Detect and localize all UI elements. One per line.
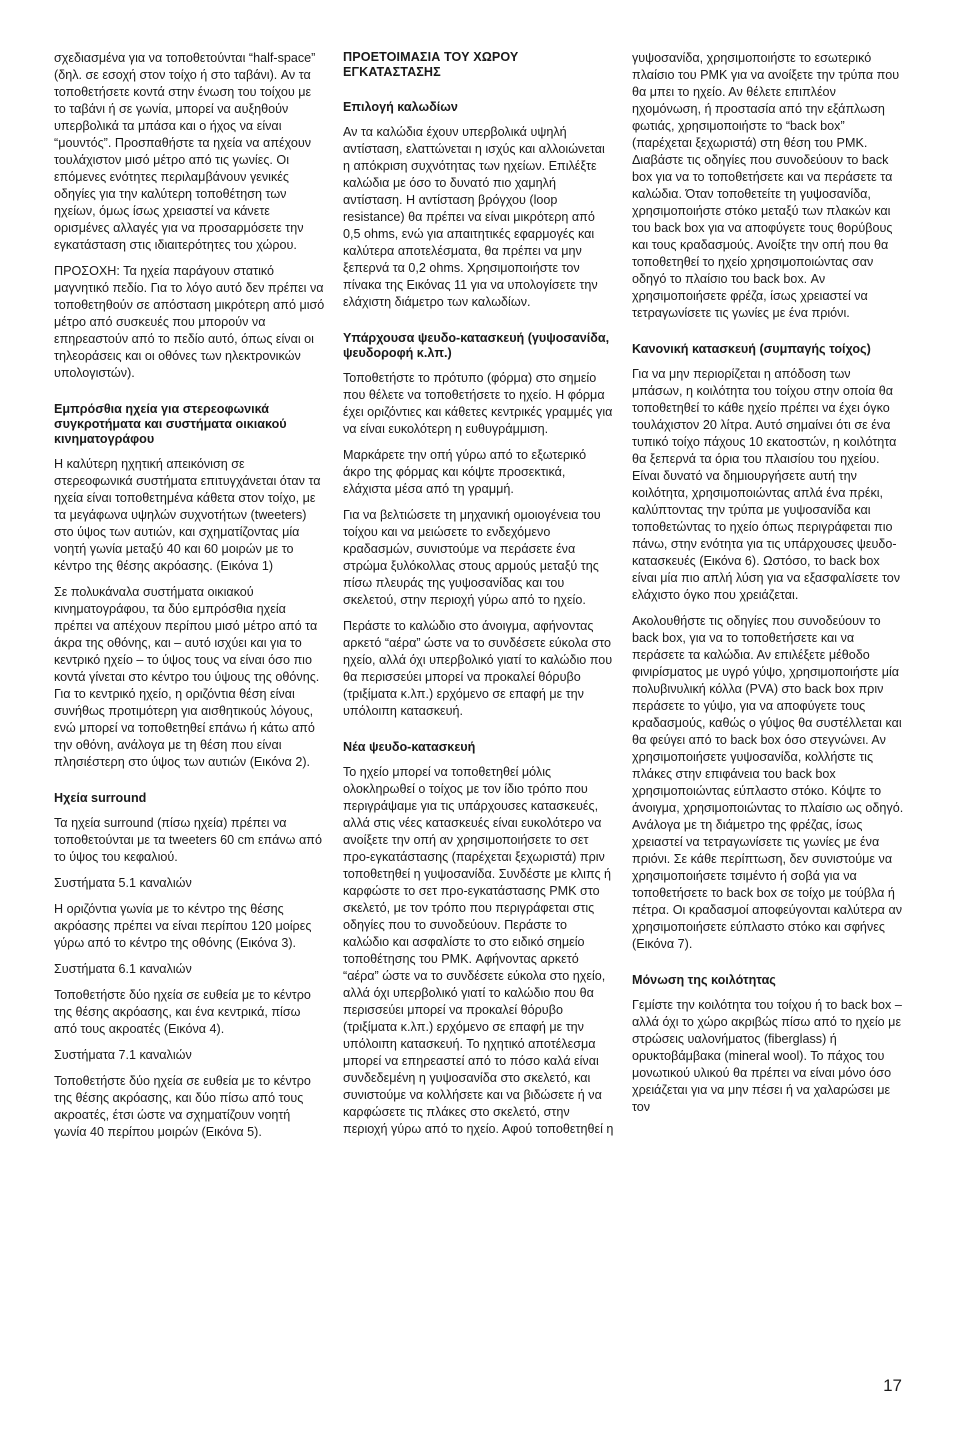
paragraph: Συστήματα 5.1 καναλιών: [54, 876, 192, 890]
paragraph: Γεμίστε την κοιλότητα του τοίχου ή το back box – αλλά όχι το χώρο ακριβώς πίσω από το ηχείο με στρώσεις υαλονήματος (fiberglass) ή ορυκτοβάμβακα (mineral wool). Το πάχος του μονωτικού υλικού θα πρέπει να είναι μόνο όσο χρειάζεται για να μην πέσει ή να χαλαρώσει με τον: [632, 998, 902, 1114]
paragraph: Μαρκάρετε την οπή γύρω από το εξωτερικό άκρο της φόρμας και κόψτε προσεκτικά, ελάχιστα μέσα από τη γραμμή.: [343, 448, 587, 496]
page-number: 17: [883, 1376, 902, 1395]
paragraph: Η καλύτερη ηχητική απεικόνιση σε στερεοφωνικά συστήματα επιτυγχάνεται όταν τα ηχεία είναι τοποθετημένα κάθετα στον τοίχο, με τα μεγάφωνα υψηλών συχνοτήτων (tweeters) στο ύψος των αυτιών, και σχηματίζοντας μία νοητή γωνία μεταξύ 40 και 60 μοιρών με το κέντρο της θέσης ακρόασης. (Εικόνα 1): [54, 457, 321, 573]
paragraph: Η οριζόντια γωνία με το κέντρο της θέσης ακρόασης πρέπει να είναι περίπου 120 μοίρες γύρω από το κέντρο της οθόνης (Εικόνα 3).: [54, 902, 312, 950]
paragraph: Τα ηχεία surround (πίσω ηχεία) πρέπει να τοποθετούνται με τα tweeters 60 cm επάνω από το ύψος του κεφαλιού.: [54, 816, 322, 864]
paragraph: Τοποθετήστε δύο ηχεία σε ευθεία με το κέντρο της θέσης ακρόασης, και ένα κεντρικά, πίσω από τους ακροατές (Εικόνα 4).: [54, 988, 311, 1036]
paragraph: γυψοσανίδα, χρησιμοποιήστε το εσωτερικό πλαίσιο του PMK για να ανοίξετε την τρύπα που θα μπει το ηχείο. Αν θέλετε επιπλέον ηχομόνωση, ή προστασία από την εξάπλωση φωτιάς, χρησιμοποιήστε το “back box” (παρέχεται ξεχωριστά) στη θέση του PMK. Διαβάστε τις οδηγίες που συνοδεύουν το back box για να το τοποθετήσετε και να περάσετε τα καλώδια. Όταν τοποθετείτε τη γυψοσανίδα, χρησιμοποιήστε στόκο μεταξύ των πλακών και του back box για να αποφύγετε τους θορύβους και τους κραδασμούς. Ανοίξτε την οπή που θα τοποθετηθεί το ηχείο χρησιμοποιώντας σαν οδηγό το πλαίσιο του back box. Αν χρησιμοποιήσετε φρέζα, ίσως χρειαστεί να τετραγωνίσετε τις γωνίες με ένα πριόνι.: [632, 51, 900, 320]
section-heading: Ηχεία surround: [54, 791, 147, 805]
paragraph: Σε πολυκάναλα συστήματα οικιακού κινηματογράφου, τα δύο εμπρόσθια ηχεία πρέπει να απέχουν περίπου μισό μέτρο από τα άκρα της οθόνης, και – αυτό ισχύει και για το κεντρικό ηχείο – το ύψος τους να είναι όσο πιο κοντά γίνεται στο κέντρο του ύψους της οθόνης. Για το κεντρικό ηχείο, η οριζόντια θέση είναι συνήθως προτιμότερη για αισθητικούς λόγους, ενώ μπορεί να τοποθετηθεί επάνω ή κάτω από την οθόνη, ανάλογα με τη θέση που είναι πλησιέστερη στο ύψος των αυτιών (Εικόνα 2).: [54, 585, 320, 769]
paragraph: Αν τα καλώδια έχουν υπερβολικά υψηλή αντίσταση, ελαττώνεται η ισχύς και αλλοιώνεται η απόκριση συχνότητας των ηχείων. Επιλέξτε καλώδια με όσο το δυνατό πιο χαμηλή αντίσταση. Η αντίσταση βρόγχου (loop resistance) θα πρέπει να είναι μικρότερη από 0,5 ohms, ενώ για απαιτητικές εφαρμογές και καλύτερα αποτελέσματα, θα πρέπει να μην ξεπερνά τα 0,2 ohms. Χρησιμοποιήστε τον πίνακα της Εικόνας 11 για να υπολογίσετε την ελάχιστη διάμετρο των καλωδίων.: [343, 125, 605, 309]
paragraph: Το ηχείο μπορεί να τοποθετηθεί μόλις ολοκληρωθεί ο τοίχος με τον ίδιο τρόπο που περιγράψαμε για τις υπάρχουσες κατασκευές, αλλά στις νέες κατασκευές είναι ευκολότερο να ανοίξετε την οπή αν χρησιμοποιήσετε το σετ προ-εγκατάστασης (παρέχεται ξεχωριστά) πριν τοποθετηθεί η γυψοσανίδα. Συνδέστε με κλιπς ή καρφώστε το σετ προ-εγκατάστασης PMK στο σκελετό, με τον τρόπο που περιγράφεται στις οδηγίες που το συνοδεύουν. Περάστε το καλώδιο και ασφαλίστε το στο ειδικό σημείο τοποθέτησης του PMK. Αφήνοντας αρκετό “αέρα” ώστε να το συνδέσετε εύκολα στο ηχείο, αλλά όχι υπερβολικό γιατί το καλώδιο που θα περισσεύει μπορεί να προκαλεί θόρυβο (τριξίματα κ.λπ.) ερχόμενο σε επαφή με την υπόλοιπη κατασκευή. Το ηχητικό αποτέλεσμα μπορεί να επηρεαστεί από το πόσο καλά είναι συνδεδεμένη η γυψοσανίδα στο σκελετό, και συνιστούμε να κολλήσετε και να βιδώσετε ή να καρφώσετε τις πλάκες στο σκελετό, στην περιοχή γύρω από το ηχείο. Αφού τοποθετηθεί η: [343, 765, 614, 1136]
paragraph: Για να μην περιορίζεται η απόδοση των μπάσων, η κοιλότητα του τοίχου στην οποία θα τοποθετηθεί το κάθε ηχείο πρέπει να έχει όγκο τουλάχιστον 20 λίτρα. Αυτό σημαίνει ότι σε ένα τυπικό τοίχο πάχους 10 εκατοστών, η κοιλότητα θα ξεπερνά τα όρια του πλαισίου του ηχείου. Είναι δυνατό να δημιουργήσετε αυτή την κοιλότητα, χρησιμοποιώντας απλά ένα πρέκι, καλύπτοντας την τρύπα με γυψοσανίδα και τοποθετώντας το ηχείο όπως περιγράφεται πιο πάνω, στην ενότητα για τις υπάρχουσες ψευδο-κατασκευές (Εικόνα 6). Ωστόσο, το back box είναι μία πιο απλή λύση για να εξασφαλίσετε τον ελάχιστο όγκο που χρειάζεται.: [632, 367, 901, 602]
paragraph: Τοποθετήστε το πρότυπο (φόρμα) στο σημείο που θέλετε να τοποθετήσετε το ηχείο. Η φόρμα έχει οριζόντιες και κάθετες κεντρικές γραμμές για να είναι ευκολότερη η ευθυγράμμιση.: [343, 371, 613, 436]
paragraph: Ακολουθήστε τις οδηγίες που συνοδεύουν το back box, για να το τοποθετήσετε και να περάσετε τα καλώδια. Αν επιλέξετε μέθοδο φινιρίσματος με υγρό γύψο, χρησιμοποιήστε μία πολυβινυλική κόλλα (PVA) στο back box πριν περάσετε το γύψο, για να αποφύγετε τους κραδασμούς, καθώς ο γύψος θα συστέλλεται και θα φεύγει από το back box όσο στεγνώνει. Αν χρησιμοποιήσετε γυψοσανίδα, κολλήστε τις πλάκες στην επιφάνεια του back box χρησιμοποιώντας εύπλαστο στόκο. Κόψτε το άνοιγμα, χρησιμοποιώντας το πλαίσιο ως οδηγό. Ανάλογα με τη διάμετρο της φρέζας, ίσως χρειαστεί να τετραγωνίσετε τις γωνίες με ένα πριόνι. Σε κάθε περίπτωση, δεν συνιστούμε να χρησιμοποιήσετε τσιμέντο ή σοβά για να τοποθετήσετε το back box σε τοίχο με τούβλα ή πέτρα. Οι κραδασμοί αποφεύγονται καλύτερα αν χρησιμοποιήσετε εύπλαστο στόκο και σφήνες (Εικόνα 7).: [632, 614, 904, 951]
paragraph: Συστήματα 7.1 καναλιών: [54, 1048, 192, 1062]
section-heading: Μόνωση της κοιλότητας: [632, 973, 776, 987]
section-heading: Επιλογή καλωδίων: [343, 100, 458, 114]
paragraph: Συστήματα 6.1 καναλιών: [54, 962, 192, 976]
paragraph: Περάστε το καλώδιο στο άνοιγμα, αφήνοντας αρκετό “αέρα” ώστε να το συνδέσετε εύκολα στο ηχείο, αλλά όχι υπερβολικό γιατί το καλώδιο που θα περισσεύει μπορεί να προκαλεί θόρυβο (τριξίματα κ.λπ.) ερχόμενο σε επαφή με την υπόλοιπη κατασκευή.: [343, 619, 613, 718]
column-1: [54, 50, 326, 1150]
paragraph: σχεδιασμένα για να τοποθετούνται “half-space” (δηλ. σε εσοχή στον τοίχο ή στο ταβάνι). Αν τα τοποθετήσετε κοντά στην ένωση του τοίχου με το ταβάνι ή σε γωνία, μπορεί να αυξηθούν υπερβολικά τα μπάσα και ο ήχος να είναι “μουντός”. Προσπαθήστε τα ηχεία να απέχουν τουλάχιστον μισό μέτρο από τις γωνίες. Οι επόμενες ενότητες περιλαμβάνουν γενικές οδηγίες για την καλύτερη τοποθέτηση των ηχείων, όμως ίσως χρειαστεί να κάνετε ορισμένες αλλαγές για να προσαρμόσετε την εγκατάσταση στις ιδιαιτερότητες του χώρου.: [54, 51, 316, 252]
column-2: [343, 50, 615, 1147]
paragraph: Για να βελτιώσετε τη μηχανική ομοιογένεια του τοίχου και να μειώσετε το ενδεχόμενο κραδασμών, συνιστούμε να περάσετε ένα στρώμα ξυλόκολλας στους αρμούς μεταξύ της πίσω πλευράς της γυψοσανίδας και του σκελετού, στην περιοχή γύρω από το ηχείο.: [343, 508, 601, 607]
main-heading: ΠΡΟΕΤΟΙΜΑΣΙΑ ΤΟΥ ΧΩΡΟΥ ΕΓΚΑΤΑΣΤΑΣΗΣ: [343, 50, 519, 79]
paragraph: ΠΡΟΣΟΧΗ: Τα ηχεία παράγουν στατικό μαγνητικό πεδίο. Για το λόγο αυτό δεν πρέπει να τοποθετηθούν σε απόσταση μικρότερη από μισό μέτρο από συσκευές που μπορούν να επηρεαστούν από το πεδίο αυτό, όπως είναι οι τηλεοράσεις και οι οθόνες των ηλεκτρονικών υπολογιστών).: [54, 264, 325, 380]
column-3: [632, 50, 904, 1125]
section-heading: Εμπρόσθια ηχεία για στερεοφωνικά συγκροτήματα και συστήματα οικιακού κινηματογράφου: [54, 402, 287, 446]
section-heading: Νέα ψευδο-κατασκευή: [343, 740, 476, 754]
section-heading: Υπάρχουσα ψευδο-κατασκευή (γυψοσανίδα, ψευδοροφή κ.λπ.): [343, 331, 610, 360]
section-heading: Κανονική κατασκευή (συμπαγής τοίχος): [632, 342, 871, 356]
paragraph: Τοποθετήστε δύο ηχεία σε ευθεία με το κέντρο της θέσης ακρόασης, και δύο πίσω από τους ακροατές, έτσι ώστε να σχηματίζουν νοητή γωνία 40 περίπου μοιρών (Εικόνα 5).: [54, 1074, 311, 1139]
